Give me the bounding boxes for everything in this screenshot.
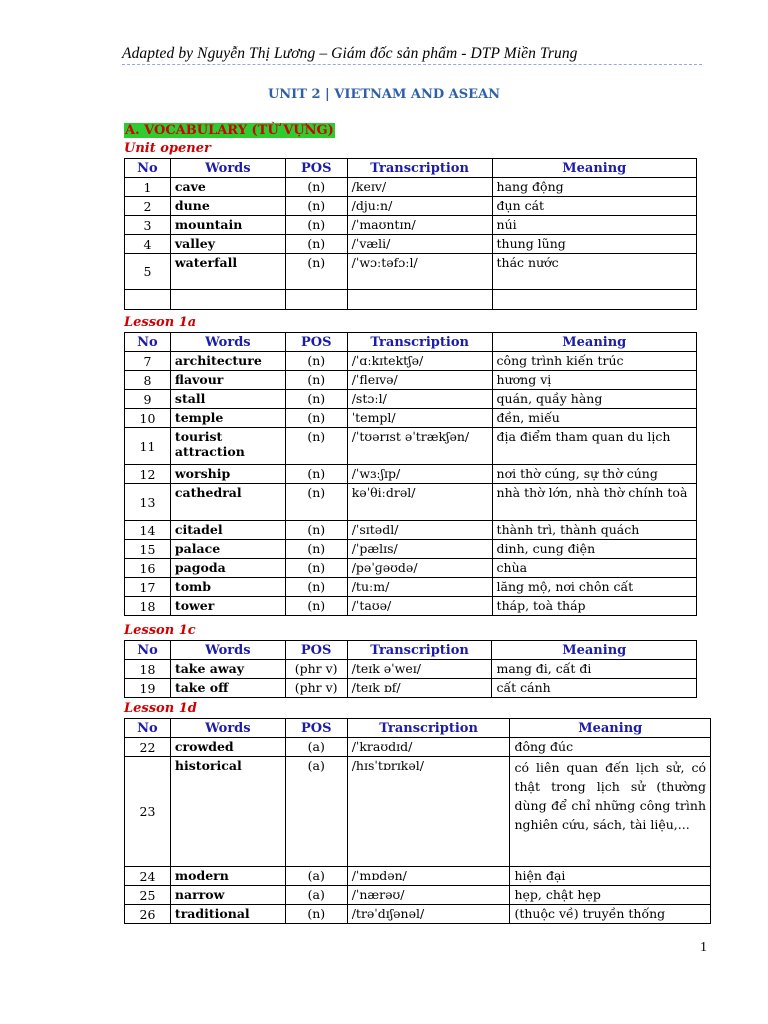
section-title-lesson-1d: Lesson 1d — [124, 701, 197, 716]
cell-no: 25 — [125, 886, 171, 905]
col-header-words: Words — [170, 333, 285, 352]
cell-meaning: cất cánh — [492, 679, 697, 698]
cell-no: 18 — [125, 660, 171, 679]
cell-pos: (n) — [285, 578, 347, 597]
cell-transcription: /ˈfleɪvə/ — [347, 371, 492, 390]
cell-no: 2 — [125, 197, 171, 216]
cell-word: flavour — [170, 371, 285, 390]
col-header-meaning: Meaning — [492, 159, 696, 178]
cell-word — [170, 290, 285, 310]
cell-word: worship — [170, 465, 285, 484]
cell-pos: (a) — [285, 738, 347, 757]
table-row — [125, 578, 697, 597]
cell-meaning: thành trì, thành quách — [492, 521, 696, 540]
table-row — [125, 757, 711, 867]
cell-meaning: hang động — [492, 178, 696, 197]
cell-word: historical — [170, 757, 285, 867]
cell-word: dune — [170, 197, 285, 216]
cell-no: 24 — [125, 867, 171, 886]
cell-word: narrow — [170, 886, 285, 905]
col-header-meaning: Meaning — [510, 719, 711, 738]
cell-no: 1 — [125, 178, 171, 197]
cell-word: mountain — [170, 216, 285, 235]
cell-pos: (a) — [285, 886, 347, 905]
cell-no: 9 — [125, 390, 171, 409]
cell-transcription — [347, 290, 492, 310]
cell-meaning: núi — [492, 216, 696, 235]
col-header-no: No — [125, 333, 171, 352]
cell-word: pagoda — [170, 559, 285, 578]
cell-transcription: /ˈnærəʊ/ — [347, 886, 510, 905]
vocabulary-heading: A. VOCABULARY (TỪ VỰNG) — [125, 123, 334, 138]
cell-transcription: /ˈkraʊdɪd/ — [347, 738, 510, 757]
vocab-table-lesson-1d — [124, 718, 711, 924]
cell-pos: (n) — [285, 178, 347, 197]
table-row — [125, 484, 697, 521]
table-row — [125, 371, 697, 390]
table-row — [125, 905, 711, 924]
table-row — [125, 178, 697, 197]
cell-word: temple — [170, 409, 285, 428]
cell-word: palace — [170, 540, 285, 559]
cell-pos: (n) — [285, 371, 347, 390]
cell-word: valley — [170, 235, 285, 254]
table-row — [125, 660, 697, 679]
section-title-lesson-1a: Lesson 1a — [124, 315, 197, 330]
cell-pos: (n) — [285, 465, 347, 484]
table-row — [125, 679, 697, 698]
cell-no: 3 — [125, 216, 171, 235]
cell-word: stall — [170, 390, 285, 409]
cell-pos: (n) — [285, 540, 347, 559]
col-header-pos: POS — [285, 719, 347, 738]
table-row — [125, 235, 697, 254]
table-row — [125, 559, 697, 578]
cell-meaning: hẹp, chật hẹp — [510, 886, 711, 905]
cell-pos: (n) — [285, 390, 347, 409]
cell-word: crowded — [170, 738, 285, 757]
vocab-table-unit-opener — [124, 158, 697, 310]
vocab-table-lesson-1a — [124, 332, 697, 616]
col-header-transcription: Transcription — [347, 641, 492, 660]
cell-word: tourist attraction — [170, 428, 285, 465]
cell-pos: (n) — [285, 254, 347, 290]
cell-pos: (n) — [285, 352, 347, 371]
cell-transcription: /teɪk ɒf/ — [347, 679, 492, 698]
cell-pos: (n) — [285, 484, 347, 521]
cell-meaning: có liên quan đến lịch sử, có thật trong lịch sử (thường dùng để chỉ những công trình nghiên cứu, sách, tài liệu,... — [510, 757, 711, 867]
cell-pos: (a) — [285, 867, 347, 886]
cell-meaning: địa điểm tham quan du lịch — [492, 428, 696, 465]
header-divider — [122, 64, 702, 65]
col-header-meaning: Meaning — [492, 641, 697, 660]
cell-word: modern — [170, 867, 285, 886]
table-row — [125, 197, 697, 216]
table-row — [125, 597, 697, 616]
cell-word: tower — [170, 597, 285, 616]
cell-transcription: /pəˈɡəʊdə/ — [347, 559, 492, 578]
cell-meaning — [492, 290, 696, 310]
cell-pos: (n) — [285, 905, 347, 924]
table-row — [125, 390, 697, 409]
col-header-pos: POS — [285, 641, 347, 660]
table-row — [125, 428, 697, 465]
cell-word: tomb — [170, 578, 285, 597]
page-header: Adapted by Nguyễn Thị Lương – Giám đốc sản phẩm - DTP Miền Trung — [122, 45, 578, 62]
cell-no: 22 — [125, 738, 171, 757]
col-header-no: No — [125, 159, 171, 178]
cell-pos: (phr v) — [285, 679, 347, 698]
cell-pos: (n) — [285, 235, 347, 254]
unit-title: UNIT 2 | VIETNAM AND ASEAN — [267, 87, 501, 102]
cell-transcription: /ˈmɒdən/ — [347, 867, 510, 886]
cell-transcription: /ˈwɔːtəfɔːl/ — [347, 254, 492, 290]
cell-meaning: mang đi, cất đi — [492, 660, 697, 679]
cell-word: waterfall — [170, 254, 285, 290]
cell-meaning: hiện đại — [510, 867, 711, 886]
col-header-meaning: Meaning — [492, 333, 696, 352]
col-header-transcription: Transcription — [347, 719, 510, 738]
table-row — [125, 540, 697, 559]
table-row — [125, 465, 697, 484]
cell-meaning: hương vị — [492, 371, 696, 390]
cell-word: cathedral — [170, 484, 285, 521]
table-row — [125, 521, 697, 540]
cell-no: 16 — [125, 559, 171, 578]
cell-no: 12 — [125, 465, 171, 484]
cell-pos: (n) — [285, 428, 347, 465]
cell-word: take away — [170, 660, 285, 679]
table-row — [125, 216, 697, 235]
cell-meaning: chùa — [492, 559, 696, 578]
cell-pos: (phr v) — [285, 660, 347, 679]
table-row — [125, 886, 711, 905]
col-header-words: Words — [170, 641, 285, 660]
col-header-words: Words — [170, 719, 285, 738]
cell-transcription: /dju:n/ — [347, 197, 492, 216]
table-row — [125, 409, 697, 428]
cell-pos: (a) — [285, 757, 347, 867]
cell-no: 15 — [125, 540, 171, 559]
cell-transcription: /ˈɑːkɪtektʃə/ — [347, 352, 492, 371]
cell-word: architecture — [170, 352, 285, 371]
cell-meaning: đền, miếu — [492, 409, 696, 428]
cell-no: 10 — [125, 409, 171, 428]
cell-transcription: /teɪk əˈweɪ/ — [347, 660, 492, 679]
table-row — [125, 254, 697, 290]
cell-meaning: tháp, toà tháp — [492, 597, 696, 616]
cell-transcription: ˈtempl/ — [347, 409, 492, 428]
cell-transcription: /ˈmaʊntɪn/ — [347, 216, 492, 235]
table-row — [125, 738, 711, 757]
cell-no: 11 — [125, 428, 171, 465]
col-header-no: No — [125, 719, 171, 738]
cell-transcription: /ˈtaʊə/ — [347, 597, 492, 616]
cell-transcription: /tuːm/ — [347, 578, 492, 597]
cell-meaning: (thuộc về) truyền thống — [510, 905, 711, 924]
cell-transcription: /ˈpælɪs/ — [347, 540, 492, 559]
cell-word: take off — [170, 679, 285, 698]
cell-meaning: công trình kiến trúc — [492, 352, 696, 371]
cell-transcription: kəˈθiːdrəl/ — [347, 484, 492, 521]
col-header-transcription: Transcription — [347, 159, 492, 178]
cell-no: 14 — [125, 521, 171, 540]
cell-meaning: thung lũng — [492, 235, 696, 254]
cell-no: 26 — [125, 905, 171, 924]
section-title-lesson-1c: Lesson 1c — [124, 623, 196, 638]
cell-word: traditional — [170, 905, 285, 924]
cell-meaning: dinh, cung điện — [492, 540, 696, 559]
table-row — [125, 352, 697, 371]
col-header-words: Words — [170, 159, 285, 178]
cell-meaning: đông đúc — [510, 738, 711, 757]
cell-transcription: /stɔːl/ — [347, 390, 492, 409]
cell-no: 18 — [125, 597, 171, 616]
cell-no: 8 — [125, 371, 171, 390]
cell-pos — [285, 290, 347, 310]
col-header-transcription: Transcription — [347, 333, 492, 352]
cell-transcription: /hɪsˈtɒrɪkəl/ — [347, 757, 510, 867]
cell-no: 13 — [125, 484, 171, 521]
col-header-pos: POS — [285, 333, 347, 352]
cell-pos: (n) — [285, 216, 347, 235]
cell-no: 23 — [125, 757, 171, 867]
cell-meaning: nơi thờ cúng, sự thờ cúng — [492, 465, 696, 484]
table-row — [125, 867, 711, 886]
cell-no: 4 — [125, 235, 171, 254]
cell-no: 17 — [125, 578, 171, 597]
cell-meaning: quán, quầy hàng — [492, 390, 696, 409]
cell-pos: (n) — [285, 521, 347, 540]
vocab-table-lesson-1c — [124, 640, 697, 698]
cell-meaning: nhà thờ lớn, nhà thờ chính toà — [492, 484, 696, 521]
cell-no: 5 — [125, 254, 171, 290]
cell-pos: (n) — [285, 559, 347, 578]
cell-pos: (n) — [285, 409, 347, 428]
cell-no: 7 — [125, 352, 171, 371]
cell-meaning: đụn cát — [492, 197, 696, 216]
col-header-pos: POS — [285, 159, 347, 178]
cell-transcription: /keɪv/ — [347, 178, 492, 197]
cell-transcription: /trəˈdɪʃənəl/ — [347, 905, 510, 924]
cell-word: citadel — [170, 521, 285, 540]
page-number: 1 — [700, 940, 707, 955]
cell-no: 19 — [125, 679, 171, 698]
cell-transcription: /ˈvæli/ — [347, 235, 492, 254]
cell-word: cave — [170, 178, 285, 197]
cell-pos: (n) — [285, 197, 347, 216]
cell-meaning: lăng mộ, nơi chôn cất — [492, 578, 696, 597]
table-row — [125, 290, 697, 310]
cell-transcription: /ˈsɪtədl/ — [347, 521, 492, 540]
cell-no — [125, 290, 171, 310]
section-title-unit-opener: Unit opener — [124, 141, 211, 156]
cell-transcription: /ˈtʊərɪst əˈtrækʃən/ — [347, 428, 492, 465]
col-header-no: No — [125, 641, 171, 660]
cell-meaning: thác nước — [492, 254, 696, 290]
cell-pos: (n) — [285, 597, 347, 616]
cell-transcription: /ˈwɜːʃɪp/ — [347, 465, 492, 484]
